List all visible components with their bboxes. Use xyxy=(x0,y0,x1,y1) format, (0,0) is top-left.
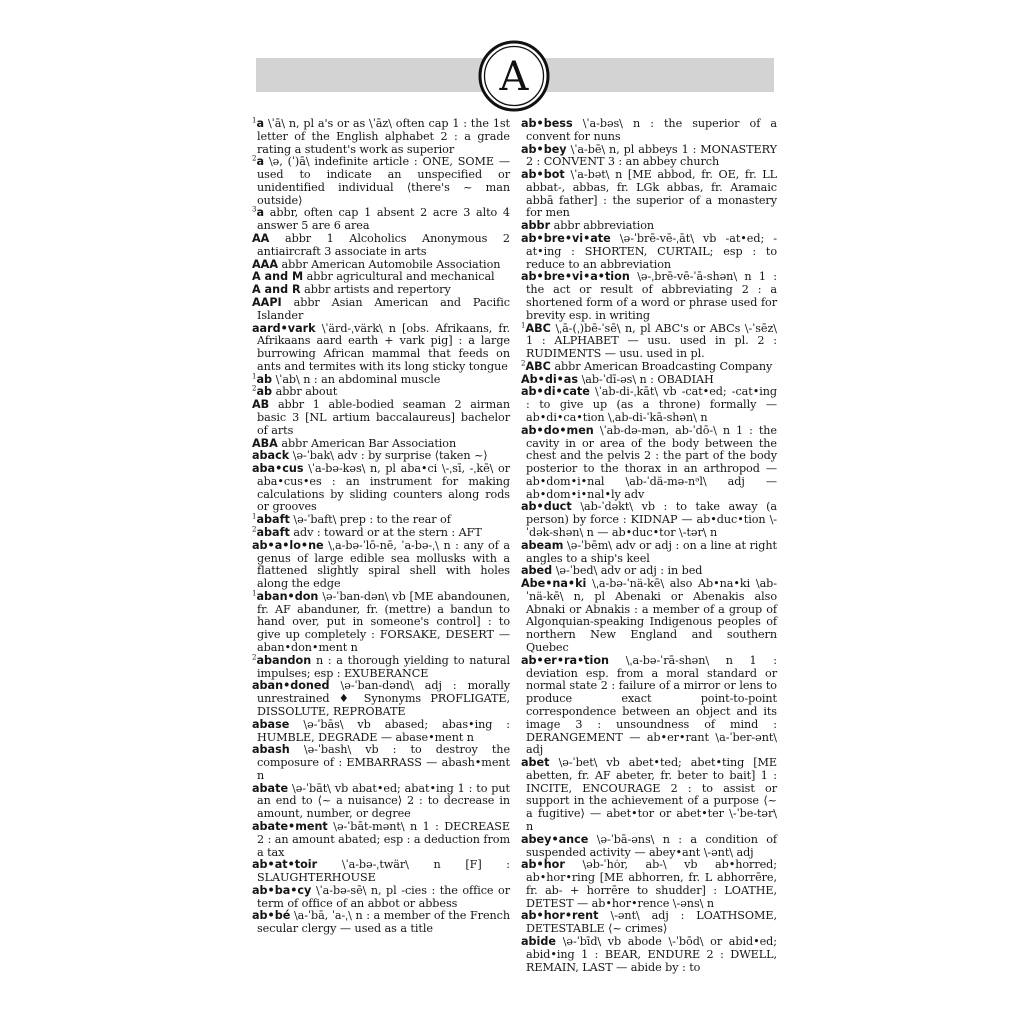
dictionary-entry xyxy=(521,320,777,361)
dictionary-entry xyxy=(252,399,510,437)
entry-headword: AA xyxy=(252,232,270,246)
entry-headword: ab xyxy=(256,372,273,386)
entry-headword: ABA xyxy=(252,436,278,450)
dictionary-entry xyxy=(252,910,510,936)
entry-headword: AAPI xyxy=(252,295,282,309)
dictionary-entry xyxy=(521,425,777,502)
dictionary-entry xyxy=(252,655,510,681)
entry-headword: ab•bre•vi•ate xyxy=(521,232,611,246)
entry-headword: ab•er•ra•tion xyxy=(521,653,610,667)
homograph-number: 1 xyxy=(252,371,257,380)
entry-definition: \ə-ˈbrē-vē-ˌāt\ vb -at•ed; -at•ing : SHORTEN, CURTAIL; esp : to reduce to an abbreviation xyxy=(526,232,777,271)
entry-headword: ab•bé xyxy=(252,909,291,923)
entry-definition: abbr, often cap 1 absent 2 acre 3 alto 4 answer 5 are 6 area xyxy=(257,206,510,233)
entry-headword: abate•ment xyxy=(252,819,328,833)
section-letter: A xyxy=(499,54,529,100)
right-column xyxy=(521,118,777,974)
entry-headword: ab•a•lo•ne xyxy=(252,538,324,552)
entry-headword: a xyxy=(256,155,265,169)
entry-definition: abbr abbreviation xyxy=(553,219,655,233)
entry-headword: aban•doned xyxy=(252,679,330,693)
entry-headword: ABC xyxy=(525,321,551,335)
entry-definition: \ə, (ˈ)ā\ indefinite article : ONE, SOME — used to indicate an unspecified or unidentified individual ⟨there's ~ man outside⟩ xyxy=(257,155,510,207)
entry-headword: ab•hor•rent xyxy=(521,909,599,923)
homograph-number: 1 xyxy=(252,589,257,598)
homograph-number: 2 xyxy=(521,359,526,368)
entry-headword: ab•at•toir xyxy=(252,858,318,872)
entry-headword: ab•bess xyxy=(521,117,573,130)
homograph-number: 2 xyxy=(252,154,257,163)
entry-headword: aban•don xyxy=(256,589,319,603)
entry-definition: \ə-ˈbēm\ adv or adj : on a line at right angles to a ship's keel xyxy=(526,538,777,565)
entry-headword: ab•do•men xyxy=(521,423,594,437)
entry-definition: \ˈa-bē\ n, pl abbeys 1 : MONASTERY 2 : CONVENT 3 : an abbey church xyxy=(526,142,777,169)
entry-definition: \ˌa-bə-ˈnä-kē\ also Ab•na•ki \ab-ˈnä-kē\ n, pl Abenaki or Abenakis also Abnaki or Abnakis : a member of a group of Algonquian-speaking Indigenous peoples of northern New England and southern Quebec xyxy=(526,577,777,655)
dictionary-entry xyxy=(521,233,777,271)
entry-headword: ab xyxy=(256,385,273,399)
entry-headword: A and M xyxy=(252,270,304,284)
dictionary-entry xyxy=(521,655,777,757)
entry-headword: ab•ba•cy xyxy=(252,883,312,897)
entry-definition: \ə-ˈbash\ vb : to destroy the composure of : EMBARRASS — abash•ment n xyxy=(257,743,511,782)
dictionary-entry xyxy=(521,118,777,144)
entry-definition: \əb-ˈhȯr, ab-\ vb ab•horred; ab•hor•ring [ME abhorren, fr. L abhorrēre, fr. ab- + horrēre to shudder] : LOATHE, DETEST — ab•hor•rence \-əns\ n xyxy=(526,858,777,910)
dictionary-entry xyxy=(521,936,777,974)
entry-headword: a xyxy=(256,206,265,220)
entry-headword: ab•di•cate xyxy=(521,385,590,399)
entry-definition: abbr 1 Alcoholics Anonymous 2 antiaircraft 3 associate in arts xyxy=(257,232,510,258)
dictionary-entry xyxy=(521,757,777,834)
entry-headword: abase xyxy=(252,717,290,731)
entry-headword: ab•bey xyxy=(521,142,567,156)
entry-headword: abate xyxy=(252,781,289,795)
entry-definition: \ˈab-də-mən, ab-ˈdō-\ n 1 : the cavity in or area of the body between the chest and the pelvis 2 : the part of the body posterior to the thorax in an arthropod — ab•dom•i•nal \ab-ˈdä-mə-nᵊl\ adj — ab•dom•i•nal•ly adv xyxy=(526,423,777,501)
entry-definition: \ə-ˈbak\ adv : by surprise ⟨taken ~⟩ xyxy=(292,449,488,463)
entry-headword: A and R xyxy=(252,283,301,297)
dictionary-entry xyxy=(252,297,510,323)
entry-definition: \ˈa-bəs\ n : the superior of a convent for nuns xyxy=(526,117,777,143)
dictionary-entry xyxy=(521,578,777,655)
entry-headword: abash xyxy=(252,743,290,757)
entry-headword: aback xyxy=(252,449,290,463)
entry-headword: Ab•di•as xyxy=(521,372,579,386)
dictionary-entry xyxy=(521,910,777,936)
entry-definition: abbr about xyxy=(275,385,338,399)
entry-definition: \ˈā\ n, pl a's or as \ˈāz\ often cap 1 : the 1st letter of the English alphabet 2 : a grade rating a student's work as superior xyxy=(257,117,510,156)
entry-definition: \ə-ˈbed\ adv or adj : in bed xyxy=(555,564,703,578)
dictionary-entry xyxy=(252,744,510,782)
homograph-number: 1 xyxy=(252,116,257,125)
dictionary-entry xyxy=(521,386,777,424)
dictionary-entry xyxy=(252,821,510,859)
homograph-number: 2 xyxy=(252,384,257,393)
entry-definition: \ə-ˈban-dən\ vb [ME abandounen, fr. AF abanduner, fr. (mettre) a bandun to hand over, put in someone's control] : to give up completely : FORSAKE, DESERT — aban•don•ment n xyxy=(257,589,510,655)
dictionary-entry xyxy=(252,591,510,655)
entry-headword: ab•bot xyxy=(521,168,565,182)
entry-definition: \ə-ˈbās\ vb abased; abas•ing : HUMBLE, DEGRADE — abase•ment n xyxy=(257,717,511,744)
dictionary-entry xyxy=(252,540,510,591)
entry-headword: ab•bre•vi•a•tion xyxy=(521,270,630,284)
dictionary-entry xyxy=(252,156,510,207)
homograph-number: 1 xyxy=(521,320,526,329)
entry-definition: \a-ˈbā, ˈa-ˌ\ n : a member of the French secular clergy — used as a title xyxy=(257,909,510,936)
entry-definition: abbr American Bar Association xyxy=(281,436,457,450)
entry-definition: \ˌā-(ˌ)bē-ˈsē\ n, pl ABC's or ABCs \-ˈsēz\ 1 : ALPHABET — usu. used in pl. 2 : RUDIMENTS — usu. used in pl. xyxy=(526,321,777,361)
dictionary-entry xyxy=(521,834,777,860)
dictionary-entry xyxy=(252,680,510,718)
dictionary-entry xyxy=(252,233,510,259)
dictionary-entry xyxy=(521,169,777,220)
dictionary-entry xyxy=(252,859,510,885)
entry-definition: abbr American Automobile Association xyxy=(281,257,501,271)
dictionary-entry xyxy=(252,463,510,514)
entry-definition: \ə-ˈbāt-mənt\ n 1 : DECREASE 2 : an amount abated; esp : a deduction from a tax xyxy=(257,819,510,859)
entry-definition: \ˈa-bə-sē\ n, pl -cies : the office or term of office of an abbot or abbess xyxy=(257,883,510,910)
entry-headword: abeam xyxy=(521,538,564,552)
entry-headword: Abe•na•ki xyxy=(521,577,587,591)
entry-definition: \ə-ˈbāt\ vb abat•ed; abat•ing 1 : to put an end to ⟨~ a nuisance⟩ 2 : to decrease in amount, number, or degree xyxy=(257,781,510,821)
entry-definition: \ab-ˈdī-əs\ n : OBADIAH xyxy=(581,372,714,386)
entry-headword: ABC xyxy=(525,359,551,373)
dictionary-entry xyxy=(252,885,510,911)
entry-definition: \ə-ˈbet\ vb abet•ted; abet•ting [ME abetten, fr. AF abeter, fr. beter to bait] 1 : INCITE, ENCOURAGE 2 : to assist or support in the achievement of a purpose ⟨~ a fugitive⟩ — abet•tor or abet•ter \-ˈbe-tər\ n xyxy=(526,756,778,833)
dictionary-entry xyxy=(252,719,510,745)
entry-headword: abed xyxy=(521,564,553,578)
entry-definition: abbr American Broadcasting Company xyxy=(554,359,773,373)
entry-headword: abbr xyxy=(521,219,551,233)
section-letter-badge xyxy=(478,40,550,112)
entry-headword: ab•duct xyxy=(521,500,572,514)
entry-definition: \ə-ˌbrē-vē-ˈā-shən\ n 1 : the act or result of abbreviating 2 : a shortened form of a word or phrase used for brevity esp. in writing xyxy=(526,270,777,322)
dictionary-entry xyxy=(521,540,777,566)
left-column xyxy=(252,118,510,936)
entry-definition: \ə-ˈbīd\ vb abode \-ˈbōd\ or abid•ed; abid•ing 1 : BEAR, ENDURE 2 : DWELL, REMAIN, LAST — abide by : to xyxy=(526,935,777,974)
entry-definition: \ə-ˈban-dənd\ adj : morally unrestrained ♦ Synonyms PROFLIGATE, DISSOLUTE, REPROBATE xyxy=(257,679,510,718)
entry-definition: abbr agricultural and mechanical xyxy=(306,270,495,284)
dictionary-entry xyxy=(252,118,510,156)
entry-definition: \-ənt\ adj : LOATHSOME, DETESTABLE ⟨~ crimes⟩ xyxy=(526,909,777,936)
dictionary-entry xyxy=(521,859,777,910)
homograph-number: 2 xyxy=(252,653,257,662)
entry-definition: \ˌa-bə-ˈrā-shən\ n 1 : deviation esp. from a moral standard or normal state 2 : failure of a mirror or lens to produce exact point-to-point correspondence between an object and its image 3 : unsoundness of mind : DERANGEMENT — ab•er•rant \a-ˈber-ənt\ adj xyxy=(526,653,777,757)
entry-headword: abaft xyxy=(256,513,290,527)
entry-definition: \ˈa-bə-kəs\ n, pl aba•ci \-ˌsī, -ˌkē\ or aba•cus•es : an instrument for making calculations by sliding counters along rods or grooves xyxy=(257,462,510,514)
entry-headword: aard•vark xyxy=(252,321,316,335)
entry-definition: \ˈa-bət\ n [ME abbod, fr. OE, fr. LL abbat-, abbas, fr. LGk abbas, fr. Aramaic abbā father] : the superior of a monastery for men xyxy=(526,168,777,220)
entry-definition: abbr artists and repertory xyxy=(304,283,451,297)
entry-definition: adv : toward or at the stern : AFT xyxy=(293,526,482,539)
entry-headword: AAA xyxy=(252,257,278,271)
entry-definition: abbr Asian American and Pacific Islander xyxy=(257,295,510,322)
entry-definition: \ˌa-bə-ˈlō-nē, ˈa-bə-ˌ\ n : any of a genus of large edible sea mollusks with a flattened slightly spiral shell with holes along the edge xyxy=(257,538,510,591)
dictionary-entry xyxy=(252,783,510,821)
homograph-number: 3 xyxy=(252,205,257,214)
entry-definition: \ˈärd-ˌvärk\ n [obs. Afrikaans, fr. Afrikaans aard earth + vark pig] : a large burrowing African mammal that feeds on ants and termites with its long sticky tongue xyxy=(257,321,510,373)
entry-definition: n : a thorough yielding to natural impulses; esp : EXUBERANCE xyxy=(257,653,511,680)
dictionary-entry xyxy=(521,144,777,170)
entry-headword: aba•cus xyxy=(252,462,304,476)
entry-definition: \ə-ˈbaft\ prep : to the rear of xyxy=(293,513,451,527)
entry-headword: abaft xyxy=(256,526,290,539)
entry-definition: \ˈab-di-ˌkāt\ vb -cat•ed; -cat•ing : to give up (as a throne) formally — ab•di•ca•tion \ˌab-di-ˈkā-shən\ n xyxy=(526,385,777,424)
dictionary-entry xyxy=(252,323,510,374)
entry-definition: \ə-ˈbā-əns\ n : a condition of suspended activity — abey•ant \-ənt\ adj xyxy=(526,832,777,859)
dictionary-entry xyxy=(521,271,777,322)
entry-headword: abandon xyxy=(256,653,312,667)
dictionary-entry xyxy=(252,207,510,233)
entry-definition: \ˈab\ n : an abdominal muscle xyxy=(275,372,441,386)
entry-headword: abey•ance xyxy=(521,832,589,846)
dictionary-entry xyxy=(521,501,777,539)
entry-headword: abet xyxy=(521,756,550,770)
entry-headword: a xyxy=(256,117,265,130)
entry-headword: abide xyxy=(521,935,556,948)
entry-definition: abbr 1 able-bodied seaman 2 airman basic 3 [NL artium baccalaureus] bachelor of arts xyxy=(257,398,510,437)
homograph-number: 1 xyxy=(252,512,257,521)
entry-definition: \ˈa-bə-ˌtwär\ n [F] : SLAUGHTERHOUSE xyxy=(257,858,510,885)
homograph-number: 2 xyxy=(252,525,257,534)
entry-headword: AB xyxy=(252,398,270,412)
entry-headword: ab•hor xyxy=(521,858,565,872)
entry-definition: \ab-ˈdəkt\ vb : to take away (a person) by force : KIDNAP — ab•duc•tion \-ˈdək-shən\ n — ab•duc•tor \-tər\ n xyxy=(526,500,777,539)
